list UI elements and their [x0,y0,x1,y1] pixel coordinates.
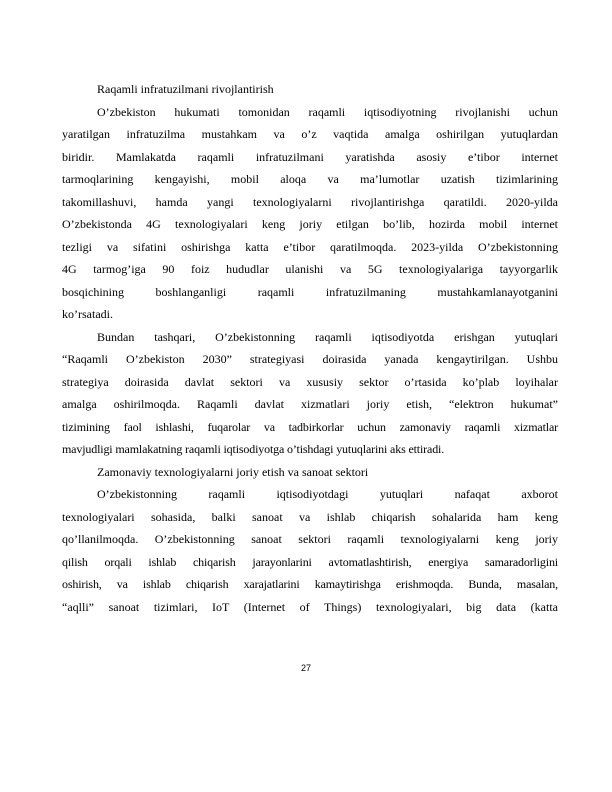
text-line: tezligi va sifatini oshirishga katta e’tibor qaratilmoqda. 2023-yilda O’zbekistonning [62,239,558,254]
text-line: O’zbekistonda 4G texnologiyalari keng joriy etilgan bo’lib, hozirda mobil internet [62,217,558,231]
paragraph-industry [62,483,558,618]
text-line: mavjudligi mamlakatning raqamli iqtisodiyotga o’tishdagi yutuqlarini aks ettiradi. [62,442,445,456]
text-line: qilish orqali ishlab chiqarish jarayonlarini avtomatlashtirish, energiya samaradorligini [62,554,558,569]
text-line: O’zbekiston hukumati tomonidan raqamli iqtisodiyotning rivojlanishi uchun [97,104,558,119]
text-line: ko’rsatadi. [62,307,113,321]
section-heading-digital-infrastructure: Raqamli infratuzilmani rivojlantirish [97,82,274,96]
text-line: tarmoqlarining kengayishi, mobil aloqa va ma’lumotlar uzatish tizimlarining [62,172,558,186]
text-line: strategiya doirasida davlat sektori va xususiy sektor o’rtasida ko’plab loyihalar [62,374,558,389]
paragraph-strategy-2030 [62,326,558,461]
text-line: texnologiyalari sohasida, balki sanoat va ishlab chiqarish sohalarida ham keng [62,509,558,524]
text-line: amalga oshirilmoqda. Raqamli davlat xizmatlari joriy etish, “elektron hukumat” [62,397,558,411]
text-line: biridir. Mamlakatda raqamli infratuzilmani yaratishda asosiy e’tibor internet [62,149,558,164]
text-line: “Raqamli O’zbekiston 2030” strategiyasi doirasida yanada kengaytirilgan. Ushbu [62,352,558,366]
text-line: “aqlli” sanoat tizimlari, IoT (Internet of Things) texnologiyalari, big data (katta [62,599,558,614]
paragraph-infrastructure [62,101,558,326]
text-line: Bundan tashqari, O’zbekistonning raqamli iqtisodiyotda erishgan yutuqlari [97,329,558,344]
text-line: oshirish, va ishlab chiqarish xarajatlarini kamaytirishga erishmoqda. Bunda, masalan, [62,577,558,591]
text-line: takomillashuvi, hamda yangi texnologiyalarni rivojlantirishga qaratildi. 2020-yilda [62,194,558,209]
text-line: bosqichining boshlanganligi raqamli infratuzilmaning mustahkamlanayotganini [62,284,558,299]
text-line: 4G tarmog’iga 90 foiz hududlar ulanishi va 5G texnologiyalariga tayyorgarlik [62,262,558,276]
text-line: qo’llanilmoqda. O’zbekistonning sanoat sektori raqamli texnologiyalarni keng joriy [62,532,558,546]
document-page [62,78,558,618]
text-line: tizimining faol ishlashi, fuqarolar va tadbirkorlar uchun zamonaviy raqamli xizmatlar [62,419,558,434]
section-heading-modern-technologies: Zamonaviy texnologiyalarni joriy etish va sanoat sektori [97,464,369,479]
page-number: 27 [300,663,311,673]
text-line: O’zbekistonning raqamli iqtisodiyotdagi yutuqlari nafaqat axborot [97,487,558,501]
text-line: yaratilgan infratuzilma mustahkam va o’z vaqtida amalga oshirilgan yutuqlardan [62,127,558,141]
